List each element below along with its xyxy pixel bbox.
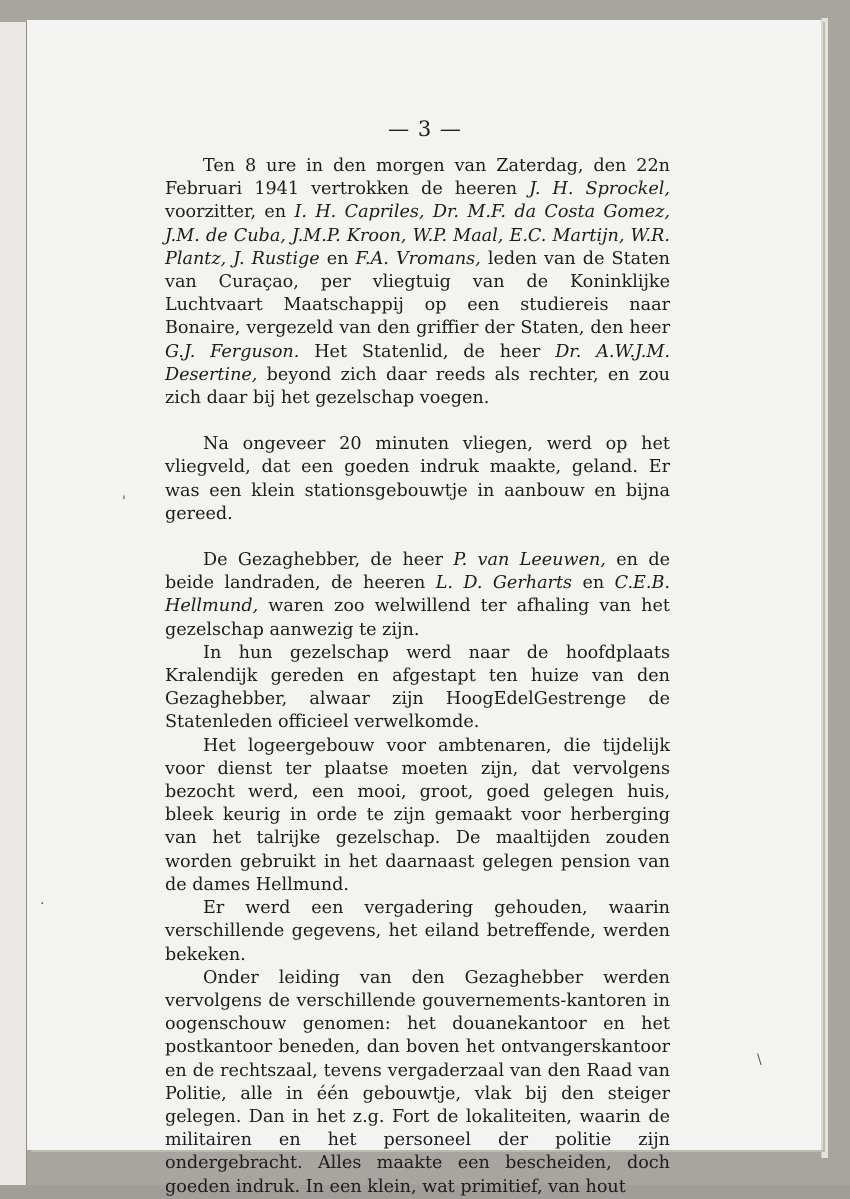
italic-name-segment: G.J. Ferguson. bbox=[165, 341, 300, 362]
text-segment: In hun gezelschap werd naar de hoofdplaats Kralendijk gereden en afgestapt ten huize van den Gezaghebber, alwaar zijn HoogEdelGestrenge de Statenleden officieel verwelkomde. bbox=[165, 642, 670, 733]
text-segment: De Gezaghebber, de heer bbox=[203, 550, 454, 571]
paragraph bbox=[165, 642, 670, 735]
stray-mark: ' bbox=[122, 494, 126, 510]
text-segment: en bbox=[319, 248, 356, 269]
paragraph bbox=[165, 155, 670, 410]
italic-name-segment: P. van Leeuwen, bbox=[453, 550, 606, 571]
stray-mark: \ bbox=[757, 1052, 762, 1068]
text-segment: voorzitter, en bbox=[165, 202, 295, 223]
text-segment: Er werd een vergadering gehouden, waarin verschillende gegevens, het eiland betreffende, werden bekeken. bbox=[165, 898, 670, 965]
italic-name-segment: L. D. Gerharts bbox=[435, 573, 573, 594]
paragraph bbox=[165, 735, 670, 897]
italic-name-segment: C.E.B. Hellmund, bbox=[165, 573, 670, 617]
paragraph bbox=[165, 897, 670, 967]
text-segment: waren zoo welwillend ter afhaling van het gezelschap aanwezig te zijn. bbox=[165, 596, 670, 640]
text-segment: en de beide landraden, de heeren bbox=[165, 550, 671, 594]
paragraph bbox=[165, 433, 670, 526]
stray-mark: · bbox=[40, 896, 45, 912]
paragraph bbox=[165, 549, 670, 642]
italic-name-segment: F.A. Vromans, bbox=[355, 248, 481, 269]
page-number: — 3 — bbox=[388, 117, 462, 141]
text-segment: Het Statenlid, de heer bbox=[299, 341, 556, 362]
italic-name-segment: Dr. A.W.J.M. Desertine, bbox=[165, 341, 670, 385]
text-segment: beyond zich daar reeds als rechter, en zou zich daar bij het gezelschap voegen. bbox=[165, 364, 670, 409]
italic-name-segment: J. H. Sprockel, bbox=[529, 179, 670, 200]
page-stack-edge bbox=[821, 18, 828, 1158]
text-segment: Onder leiding van den Gezaghebber werden vervolgens de verschillende gouvernements-kantoren in oogenschouw genomen: het douanekantoor en het postkantoor beneden, dan boven het ontvangerskantoor en de rechtszaal, tevens vergaderzaal van den Raad van Politie, alle in één gebouwtje, vlak bij den steiger gelegen. Dan in het z.g. Fort de lokaliteiten, waarin de militairen en het personeel der politie zijn ondergebracht. Alles maakte een bescheiden, doch goeden indruk. In een klein, wat primitief, van hout bbox=[165, 967, 670, 1197]
text-segment: Ten 8 ure in den morgen van Zaterdag, den 22n Februari 1941 vertrokken de heeren bbox=[165, 156, 670, 200]
text-segment: Na ongeveer 20 minuten vliegen, werd op het vliegveld, dat een goeden indruk maakte, geland. Er was een klein stationsgebouwtje in aanbouw en bijna gereed. bbox=[165, 434, 670, 524]
paragraph bbox=[165, 967, 670, 1199]
text-segment: Het logeergebouw voor ambtenaren, die tijdelijk voor dienst ter plaatse moeten zijn, dat vervolgens bezocht werd, een mooi, groot, goed gelegen huis, bleek keurig in orde te zijn gemaakt voor herberging van het talrijke gezelschap. De maaltijden zouden worden gebruikt in het daarnaast gelegen pension van de dames Hellmund. bbox=[165, 735, 670, 895]
italic-name-segment: I. H. Capriles, Dr. M.F. da Costa Gomez, J.M. de Cuba, J.M.P. Kroon, W.P. Maal, E.C. Martijn, W.R. Plantz, J. Rustige bbox=[165, 202, 671, 269]
body-text bbox=[165, 155, 670, 1199]
previous-page-edge bbox=[0, 22, 27, 1185]
text-segment: leden van de Staten van Curaçao, per vliegtuig van de Koninklijke Luchtvaart Maatschappij op een studiereis naar Bonaire, vergezeld van den griffier der Staten, den heer bbox=[165, 248, 670, 339]
text-segment: en bbox=[572, 573, 615, 594]
